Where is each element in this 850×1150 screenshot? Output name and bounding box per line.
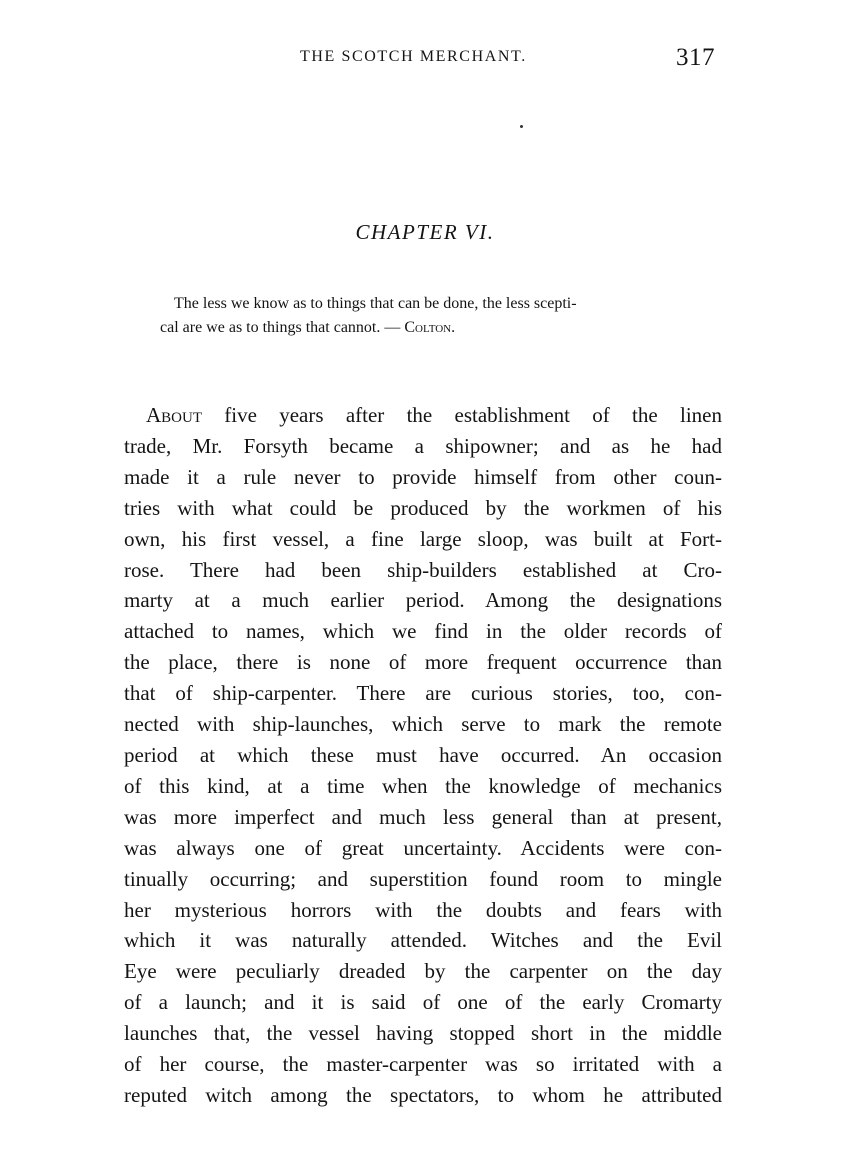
running-title: THE SCOTCH MERCHANT. [300,48,527,65]
epigraph [160,292,720,340]
chapter-title: CHAPTER VI. [355,220,495,244]
body-line: tinually occurring; and superstition found room to mingle [124,866,722,891]
running-head [0,40,850,80]
ink-speck [520,125,523,128]
epigraph-author: Colton. [404,319,456,336]
body-line: Eye were peculiarly dreaded by the carpenter on the day [124,959,722,984]
epigraph-line [160,316,720,340]
page-number: 317 [676,44,715,71]
body-line: her mysterious horrors with the doubts and fears with [124,897,722,922]
body-line: of this kind, at a time when the knowledge of mechanics [124,773,722,798]
body-paragraph [124,400,722,1111]
body-line-text: five years after the establishment of the linen [202,403,722,427]
body-line: attached to names, which we find in the older records of [124,619,722,644]
body-line: of her course, the master-carpenter was so irritated with a [124,1052,722,1077]
body-line: launches that, the vessel having stopped short in the middle [124,1021,722,1046]
body-line: the place, there is none of more frequent occurrence than [124,650,722,675]
body-line: own, his first vessel, a fine large sloop, was built at Fort- [124,526,722,551]
body-line: was always one of great uncertainty. Accidents were con- [124,835,722,860]
drop-word: About [146,403,202,427]
body-line: which it was naturally attended. Witches and the Evil [124,928,722,953]
body-line: that of ship-carpenter. There are curious stories, too, con- [124,681,722,706]
body-line: made it a rule never to provide himself from other coun- [124,464,722,489]
body-line: tries with what could be produced by the workmen of his [124,495,722,520]
body-line: of a launch; and it is said of one of the early Cromarty [124,990,722,1015]
body-line: period at which these must have occurred. An occasion [124,742,722,767]
epigraph-line-text: cal are we as to things that cannot. — [160,319,405,336]
body-line: nected with ship-launches, which serve to mark the remote [124,712,722,737]
body-line [124,400,722,431]
body-line: trade, Mr. Forsyth became a shipowner; and as he had [124,433,722,458]
body-line: was more imperfect and much less general than at present, [124,804,722,829]
body-line: marty at a much earlier period. Among the designations [124,588,722,613]
body-line: reputed witch among the spectators, to whom he attributed [124,1082,722,1107]
body-line: rose. There had been ship-builders established at Cro- [124,557,722,582]
epigraph-line: The less we know as to things that can be done, the less scepti- [174,295,577,312]
